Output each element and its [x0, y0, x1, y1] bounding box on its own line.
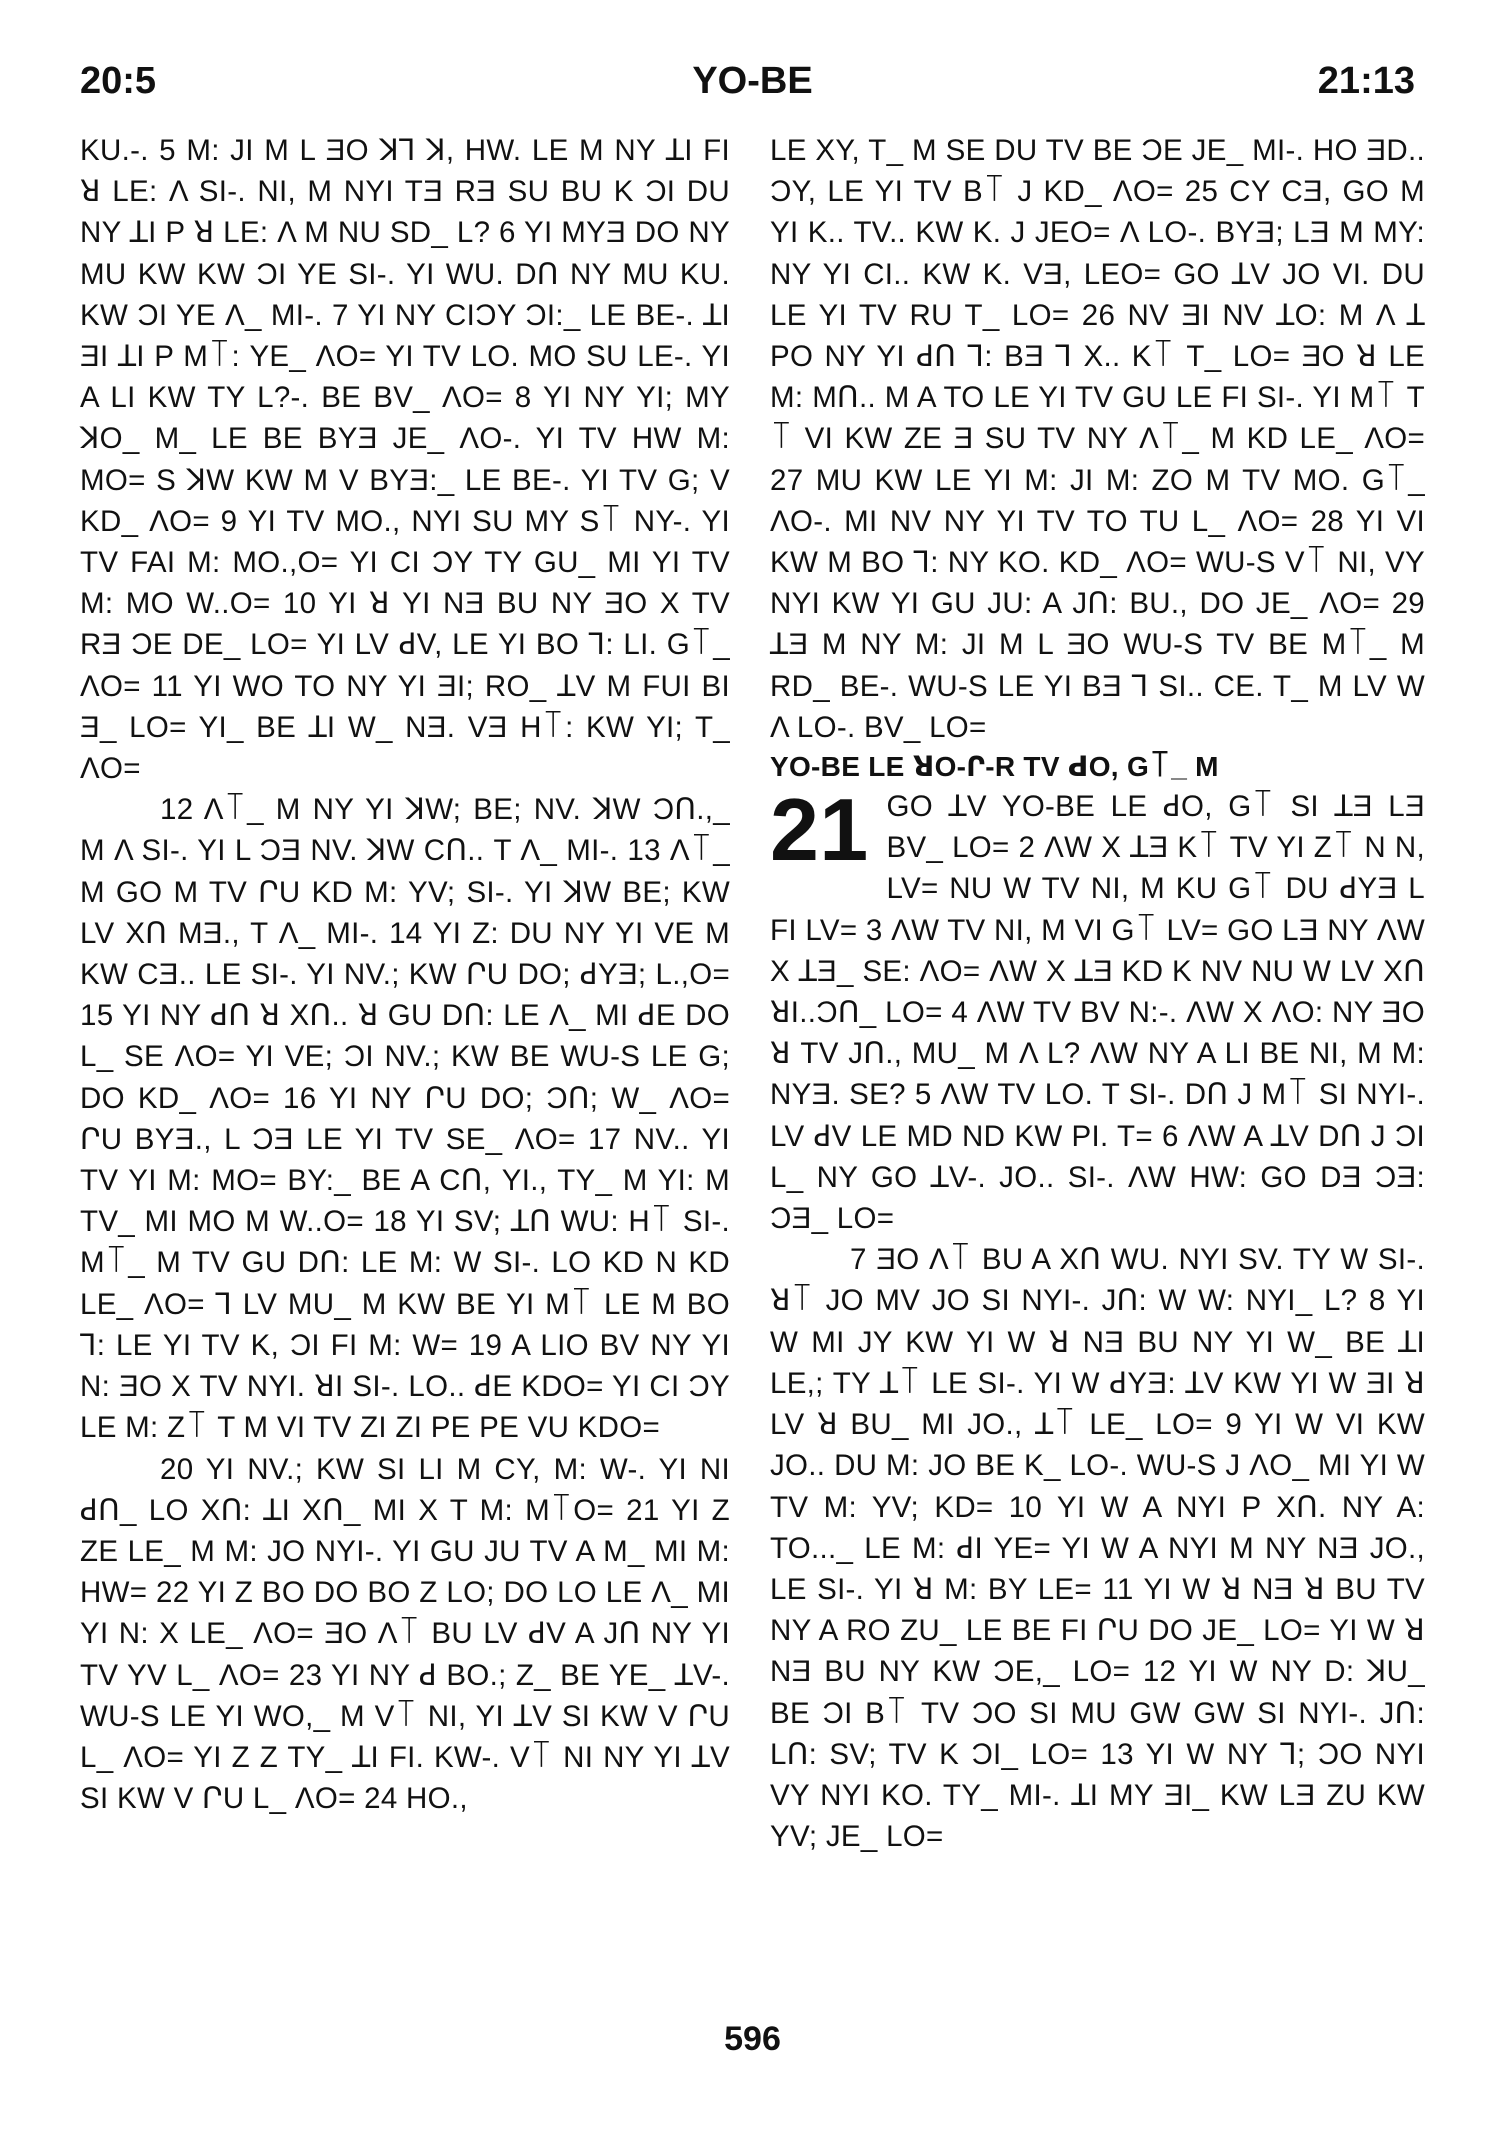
header-left-reference: 20:5	[80, 60, 157, 102]
paragraph: KU.-. 5 M: JI M L ƎO ꓘꓶ ꓘ, HW. LE M NY ꓕI FI ꓤ LE: Λ SI-. NI, M NYI TƎ RƎ SU BU K ƆI DU NY ꓕI P ꓤ LE: Λ M NU SD_ L? 6 YI MYƎ DO NY MU KW KW ƆI YE SI-. YI WU. DՈ NY MU KU. KW ƆI YE Λ_ MI-. 7 YI NY CIƆY ƆI:_ LE BE-. ꓕI ƎI ꓕI P M꓄: YE_ ΛO= YI TV LO. MO SU LE-. YI A LI KW TY L?-. BE BV_ ΛO= 8 YI NY YI; MY ꓘO_ M_ LE BE BYƎ JE_ ΛO-. YI TV HW M: MO= S ꓘW KW M V BYƎ:_ LE BE-. YI TV G; V KD_ ΛO= 9 YI TV MO., NYI SU MY S꓄ NY-. YI TV FAI M: MO.,O= YI CI ƆY TY GU_ MI YI TV M: MO W..O= 10 YI ꓤ YI NƎ BU NY ƎO X TV RƎ ƆE DE_ LO= YI LV ꓒV, LE YI BO ꓶ: LI. G꓄_ ΛO= 11 YI WO TO NY YI ƎI; RO_ ꓕV M FUI BI Ǝ_ LO= YI_ BE ꓕI W_ NƎ. VƎ H꓄: KW YI; T_ ΛO=	[80, 134, 730, 786]
left-column	[80, 130, 730, 1819]
paragraph: LE XY, T_ M SE DU TV BE ƆE JE_ MI-. HO ƎD.. ƆY, LE YI TV B꓄ J KD_ ΛO= 25 CY CƎ, GO M YI K.. TV.. KW K. J JEO= Λ LO-. BYƎ; LƎ M MY: NY YI CI.. KW K. VƎ, LEO= GO ꓕV JO VI. DU LE YI TV RU T_ LO= 26 NV ƎI NV ꓕO: M Λ ꓕ PO NY YI ꓒՈ ꓶ: BƎ ꓶ X.. K꓄ T_ LO= ƎO ꓤ LE M: MՈ.. M A TO LE YI TV GU LE FI SI-. YI M꓄ T꓄ VI KW ZE Ǝ SU TV NY Λ꓄_ M KD LE_ ΛO= 27 MU KW LE YI M: JI M: ZO M TV MO. G꓄_ ΛO-. MI NV NY YI TV TO TU L_ ΛO= 28 YI VI KW M BO ꓶ: NY KO. KD_ ΛO= WU-S V꓄ NI, VY NYI KW YI GU JU: A JՈ: BU., DO JE_ ΛO= 29 ꓕƎ M NY M: JI M L ƎO WU-S TV BE M꓄_ M RD_ BE-. WU-S LE YI BƎ ꓶ SI.. CE. T_ M LV W Λ LO-. BV_ LO=	[770, 134, 1425, 744]
paragraph: 20 YI NV.; KW SI LI M CY, M: W-. YI NI ꓒՈ_ LO XՈ: ꓕI XՈ_ MI X T M: M꓄O= 21 YI Z ZE LE_ M M: JO NYI-. YI GU JU TV A M_ MI M: HW= 22 YI Z BO DO BO Z LO; DO LO LE Λ_ MI YI N: X LE_ ΛO= ƎO Λ꓄ BU LV ꓒV A JՈ NY YI TV YV L_ ΛO= 23 YI NY ꓒ BO.; Z_ BE YE_ ꓕV-. WU-S LE YI WO,_ M V꓄ NI, YI ꓕV SI KW V ՐU L_ ΛO= YI Z Z TY_ ꓕI FI. KW-. V꓄ NI NY YI ꓕV SI KW V ՐU L_ ΛO= 24 HO.,	[80, 1452, 730, 1816]
paragraph: 12 Λ꓄_ M NY YI ꓘW; BE; NV. ꓘW ƆՈ.,_ M Λ SI-. YI L ƆƎ NV. ꓘW CՈ.. T Λ_ MI-. 13 Λ꓄_ M GO M TV ՐU KD M: YV; SI-. YI ꓘW BE; KW LV XՈ MƎ., T Λ_ MI-. 14 YI Z: DU NY YI VE M KW CƎ.. LE SI-. YI NV.; KW ՐU DO; ꓒYƎ; L.,O= 15 YI NY ꓒՈ ꓤ XՈ.. ꓤ GU DՈ: LE Λ_ MI ꓒE DO L_ SE ΛO= YI VE; ƆI NV.; KW BE WU-S LE G; DO KD_ ΛO= 16 YI NY ՐU DO; ƆՈ; W_ ΛO= ՐU BYƎ., L ƆƎ LE YI TV SE_ ΛO= 17 NV.. YI TV YI M: MO= BY:_ BE A CՈ, YI., TY_ M YI: M TV_ MI MO M W..O= 18 YI SV; ꓕՈ WU: H꓄ SI-. M꓄_ M TV GU DՈ: LE M: W SI-. LO KD N KD LE_ ΛO= ꓶ LV MU_ M KW BE YI M꓄ LE M BO ꓶ: LE YI TV K, ƆI FI M: W= 19 A LIO BV NY YI N: ƎO X TV NYI. ꓤI SI-. LO.. ꓒE KDO= YI CI ƆY LE M: Z꓄ T M VI TV ZI ZI PE PE VU KDO=	[80, 793, 730, 1445]
chapter-start	[770, 780, 1425, 1239]
page-number: 596	[724, 2020, 781, 2058]
header-right-reference: 21:13	[1317, 60, 1415, 102]
chapter-number: 21	[770, 780, 869, 880]
paragraph: GO ꓕV YO-BE LE ꓒO, G꓄ SI ꓕƎ LƎ BV_ LO= 2 ΛW X ꓕƎ K꓄ TV YI Z꓄ N N, LV= NU W TV NI, M KU G꓄ DU ꓒYƎ L FI LV= 3 ΛW TV NI, M VI G꓄ LV= GO LƎ NY ΛW X ꓕƎ_ SE: ΛO= ΛW X ꓕƎ KD K NV NU W LV XՈ ꓤI..ƆՈ_ LO= 4 ΛW TV BV N:-. ΛW X ΛO: NY ƎO ꓤ TV JՈ., MU_ M Λ L? ΛW NY A LI BE NI, M M: NYƎ. SE? 5 ΛW TV LO. T SI-. DՈ J M꓄ SI NYI-. LV ꓒV LE MD ND KW PI. T= 6 ΛW A ꓕV DՈ J ƆI L_ NY GO ꓕV-. JO.. SI-. ΛW HW: GO DƎ ƆƎ: ƆƎ_ LO=	[770, 790, 1425, 1236]
right-column	[770, 130, 1425, 1857]
section-heading: YO-BE LE ꓤO-Ր-R TV ꓒO, G꓄_ M	[770, 751, 1219, 783]
paragraph: 7 ƎO Λ꓄ BU A XՈ WU. NYI SV. TY W SI-. ꓤ꓄ JO MV JO SI NYI-. JՈ: W W: NYI_ L? 8 YI W MI JY KW YI W ꓤ NƎ BU NY YI W_ BE ꓕI LE,; TY ꓕ꓄ LE SI-. YI W ꓒYƎ: ꓕV KW YI W ƎI ꓤ LV ꓤ BU_ MI JO., ꓕ꓄ LE_ LO= 9 YI W VI KW JO.. DU M: JO BE K_ LO-. WU-S J ΛO_ MI YI W TV M: YV; KD= 10 YI W A NYI P XՈ. NY A: TO..._ LE M: ꓒI YE= YI W A NYI M NY NƎ JO., LE SI-. YI ꓤ M: BY LE= 11 YI W ꓤ NƎ ꓤ BU TV NY A RO ZU_ LE BE FI ՐU DO JE_ LO= YI W ꓤ NƎ BU NY KW ƆE,_ LO= 12 YI W NY D: ꓘU_ BE ƆI B꓄ TV ƆO SI MU GW GW SI NYI-. JՈ: LՈ: SV; TV K ƆI_ LO= 13 YI W NY ꓶ; ƆO NYI VY NYI KO. TY_ MI-. ꓕI MY ƎI_ KW LƎ ZU KW YV; JE_ LO=	[770, 1243, 1425, 1854]
book-title: YO-BE	[692, 60, 813, 102]
